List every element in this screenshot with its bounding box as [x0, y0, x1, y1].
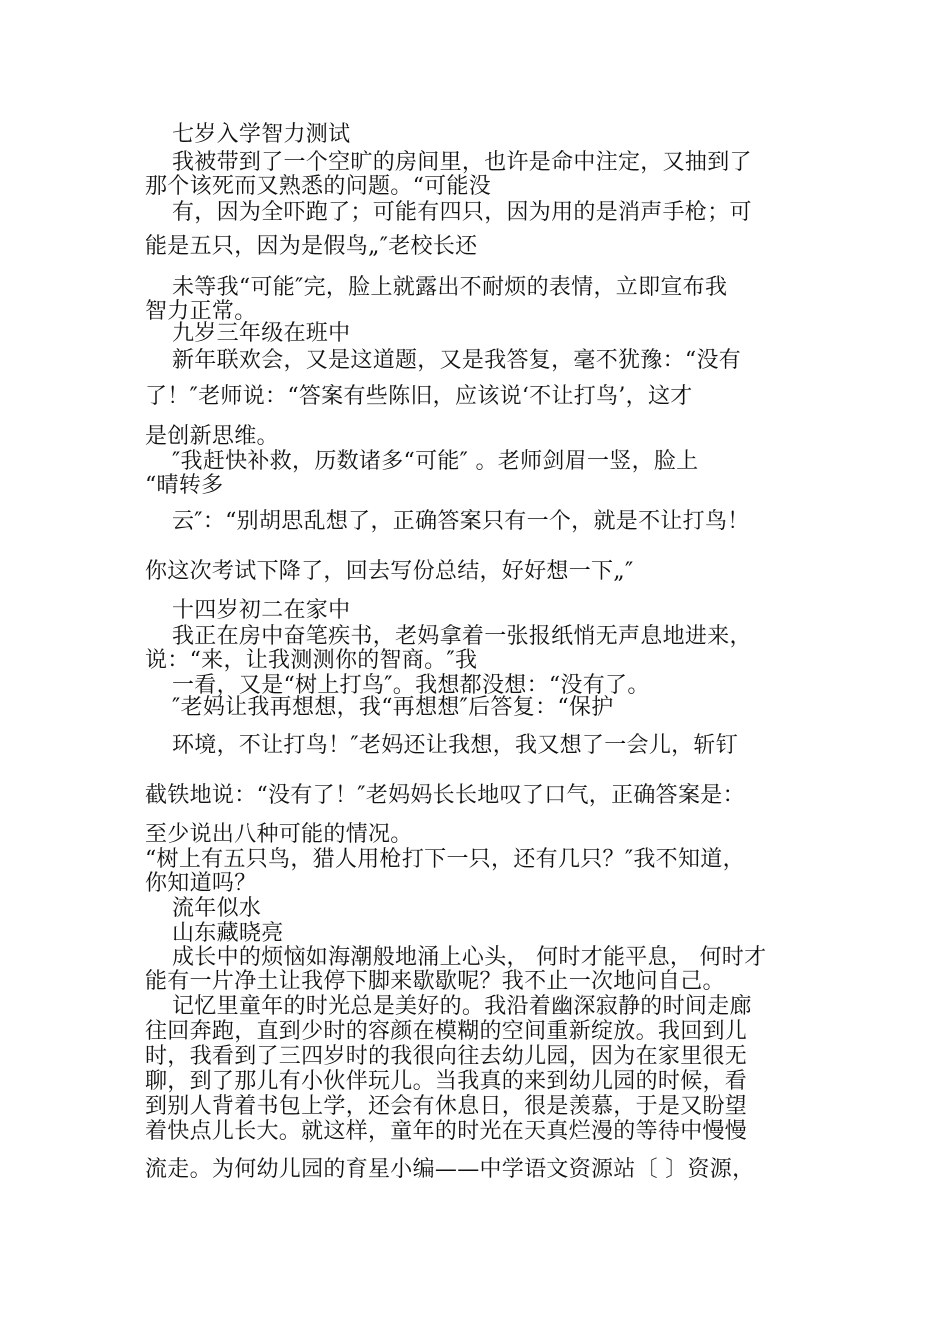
heading-age-seven: 七岁入学智力测试 [172, 122, 351, 147]
text-line: 着快点儿长大。就这样，童年的时光在天真烂漫的等待中慢慢 [145, 1119, 748, 1144]
text-line: 环境，不让打鸟！″老妈还让我想，我又想了一会儿，斩钉 [172, 733, 739, 758]
text-line: 云″：“别胡思乱想了，正确答案只有一个，就是不让打鸟！ [172, 509, 750, 534]
text-line: ″老妈让我再想想，我“再想想″后答复：“保护 [172, 695, 614, 720]
article-author: 山东藏晓亮 [172, 921, 284, 946]
text-line: 那个该死而又熟悉的问题。“可能没 [145, 174, 492, 199]
text-line: 能是五只，因为是假鸟„″老校长还 [145, 234, 478, 259]
text-line: 说：“来，让我测测你的智商。″我 [145, 648, 478, 673]
text-line: 我正在房中奋笔疾书，老妈拿着一张报纸悄无声息地进来， [172, 624, 752, 649]
text-line: 你这次考试下降了，回去写份总结，好好想一下„″ [145, 559, 634, 584]
text-line: 时，我看到了三四岁时的我很向往去幼儿园，因为在家里很无 [145, 1044, 748, 1069]
text-line: 到别人背着书包上学，还会有休息日，很是羡慕，于是又盼望 [145, 1094, 748, 1119]
text-line: 记忆里童年的时光总是美好的。我沿着幽深寂静的时间走廊 [172, 994, 752, 1019]
text-line: 你知道吗？ [145, 871, 257, 896]
text-line: 成长中的烦恼如海潮般地涌上心头， 何时才能平息， 何时才 [172, 945, 767, 970]
text-line: ″我赶快补救，历数诸多“可能″ 。老师剑眉一竖，脸上 [172, 449, 699, 474]
text-line: “晴转多 [145, 473, 224, 498]
text-line: 聊，到了那儿有小伙伴玩儿。当我真的来到幼儿园的时候，看 [145, 1069, 748, 1094]
text-line: 新年联欢会，又是这道题，又是我答复，毫不犹豫：“没有 [172, 348, 742, 373]
text-line: 流走。为何幼儿园的育星小编——中学语文资源站〔 〕资源， [145, 1157, 755, 1182]
heading-age-fourteen: 十四岁初二在家中 [172, 598, 351, 623]
text-line: “树上有五只鸟，猎人用枪打下一只，还有几只？″我不知道， [145, 847, 745, 872]
text-line: 未等我“可能″完，脸上就露出不耐烦的表情，立即宣布我 [172, 275, 728, 300]
text-line: 往回奔跑，直到少时的容颜在模糊的空间重新绽放。我回到儿 [145, 1019, 748, 1044]
text-line: 有，因为全吓跑了；可能有四只，因为用的是消声手枪；可 [172, 200, 752, 225]
text-line: 至少说出八种可能的情况。 [145, 822, 413, 847]
heading-age-nine: 九岁三年级在班中 [172, 321, 351, 346]
text-line: 能有一片净土让我停下脚来歇歇呢？我不止一次地问自己。 [145, 969, 725, 994]
text-line: 了！″老师说：“答案有些陈旧，应该说‘不让打鸟’，这才 [145, 384, 693, 409]
text-line: 是创新思维。 [145, 424, 279, 449]
text-line: 截铁地说：“没有了！″老妈妈长长地叹了口气，正确答案是： [145, 783, 745, 808]
text-line: 我被带到了一个空旷的房间里，也许是命中注定，又抽到了 [172, 150, 752, 175]
text-line: 一看，又是“树上打鸟″。我想都没想：“没有了。 [172, 673, 650, 698]
article-title: 流年似水 [172, 896, 262, 921]
text-line: 智力正常。 [145, 299, 257, 324]
